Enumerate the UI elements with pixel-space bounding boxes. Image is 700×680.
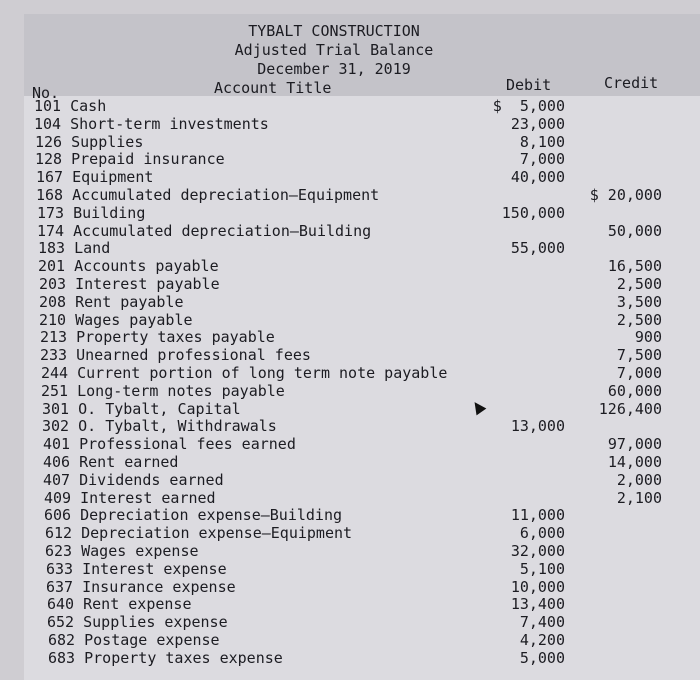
account-title: 167 Equipment xyxy=(36,168,154,187)
statement-title: Adjusted Trial Balance xyxy=(234,41,434,59)
credit-amount: 16,500 xyxy=(607,257,662,276)
table-row xyxy=(24,472,700,490)
account-title: 128 Prepaid insurance xyxy=(35,150,225,169)
table-row xyxy=(24,401,700,419)
account-title: 301 O. Tybalt, Capital xyxy=(42,399,241,418)
debit-amount: 55,000 xyxy=(510,239,565,258)
table-row xyxy=(24,276,700,294)
credit-amount: 2,000 xyxy=(616,470,662,489)
table-row xyxy=(24,454,700,472)
account-title: 244 Current portion of long term note payable xyxy=(41,363,448,382)
debit-amount: 5,000 xyxy=(519,648,565,667)
account-title: 233 Unearned professional fees xyxy=(40,346,311,365)
account-rows xyxy=(24,98,700,668)
debit-amount: 7,400 xyxy=(519,613,565,632)
table-row xyxy=(24,294,700,312)
table-row xyxy=(24,223,700,241)
table-row xyxy=(24,490,700,508)
table-row xyxy=(24,98,700,116)
account-title: 101 Cash xyxy=(34,97,107,115)
account-title: 168 Accumulated depreciation—Equipment xyxy=(36,185,380,204)
debit-amount: 40,000 xyxy=(510,168,565,187)
credit-amount: 3,500 xyxy=(616,292,662,311)
table-row xyxy=(24,383,700,401)
table-row xyxy=(24,543,700,561)
account-title: 683 Property taxes expense xyxy=(48,648,283,667)
table-row xyxy=(24,151,700,169)
table-row xyxy=(24,507,700,525)
table-row xyxy=(24,436,700,454)
table-row xyxy=(24,240,700,258)
credit-amount: 2,100 xyxy=(616,488,662,507)
table-row xyxy=(24,134,700,152)
table-row xyxy=(24,614,700,632)
account-title: 637 Insurance expense xyxy=(46,577,236,596)
trial-balance-sheet xyxy=(24,14,700,680)
table-row xyxy=(24,187,700,205)
account-title: 183 Land xyxy=(38,239,111,258)
table-row xyxy=(24,579,700,597)
table-row xyxy=(24,365,700,383)
account-title: 203 Interest payable xyxy=(39,274,220,293)
debit-amount: 32,000 xyxy=(510,541,565,560)
table-row xyxy=(24,329,700,347)
account-title: 251 Long-term notes payable xyxy=(41,381,285,400)
account-title: 173 Building xyxy=(37,203,146,222)
credit-amount: 900 xyxy=(634,328,662,347)
column-header-no: No. xyxy=(32,84,60,102)
table-row xyxy=(24,596,700,614)
debit-amount: 8,100 xyxy=(519,132,565,151)
credit-amount: 7,500 xyxy=(616,346,662,365)
table-row xyxy=(24,632,700,650)
credit-amount: $ 20,000 xyxy=(589,185,662,204)
table-row xyxy=(24,116,700,134)
credit-amount: 2,500 xyxy=(616,310,662,329)
table-row xyxy=(24,312,700,330)
account-title: 201 Accounts payable xyxy=(38,257,219,276)
account-title: 126 Supplies xyxy=(35,132,144,151)
debit-amount: 6,000 xyxy=(519,524,565,543)
account-title: 633 Interest expense xyxy=(46,559,227,578)
account-title: 640 Rent expense xyxy=(47,595,192,614)
table-row xyxy=(24,561,700,579)
account-title: 409 Interest earned xyxy=(44,488,216,507)
account-title: 407 Dividends earned xyxy=(43,470,224,489)
account-title: 606 Depreciation expense—Building xyxy=(44,506,343,525)
account-title: 213 Property taxes payable xyxy=(40,328,275,347)
account-title: 302 O. Tybalt, Withdrawals xyxy=(42,417,277,436)
debit-amount: 13,400 xyxy=(510,595,565,614)
credit-amount: 50,000 xyxy=(607,221,662,240)
credit-amount: 126,400 xyxy=(598,399,662,418)
debit-amount: 11,000 xyxy=(510,506,565,525)
table-row xyxy=(24,169,700,187)
account-title: 208 Rent payable xyxy=(39,292,184,311)
account-title: 174 Accumulated depreciation—Building xyxy=(37,221,372,240)
credit-amount: 14,000 xyxy=(607,452,662,471)
account-title: 682 Postage expense xyxy=(48,630,220,649)
debit-amount: 10,000 xyxy=(510,577,565,596)
column-header-credit: Credit xyxy=(604,74,659,92)
account-title: 401 Professional fees earned xyxy=(43,435,296,454)
credit-amount: 97,000 xyxy=(607,435,662,454)
statement-date: December 31, 2019 xyxy=(257,60,411,78)
credit-amount: 60,000 xyxy=(607,381,662,400)
table-row xyxy=(24,347,700,365)
column-header-debit: Debit xyxy=(506,76,552,94)
table-row xyxy=(24,418,700,436)
account-title: 612 Depreciation expense—Equipment xyxy=(45,524,353,543)
table-row xyxy=(24,205,700,223)
debit-amount: 4,200 xyxy=(519,630,565,649)
account-title: 210 Wages payable xyxy=(39,310,193,329)
company-name: TYBALT CONSTRUCTION xyxy=(248,22,420,40)
debit-amount: 150,000 xyxy=(501,203,565,222)
debit-amount: 13,000 xyxy=(510,417,565,436)
debit-amount: 5,100 xyxy=(519,559,565,578)
column-header-account: Account Title xyxy=(214,79,332,97)
debit-amount: 7,000 xyxy=(519,150,565,169)
debit-amount: 23,000 xyxy=(510,114,565,133)
table-row xyxy=(24,258,700,276)
table-row xyxy=(24,525,700,543)
account-title: 652 Supplies expense xyxy=(47,613,228,632)
account-title: 104 Short-term investments xyxy=(34,114,269,133)
debit-amount: $ 5,000 xyxy=(492,97,565,115)
credit-amount: 7,000 xyxy=(616,363,662,382)
table-row xyxy=(24,650,700,668)
credit-amount: 2,500 xyxy=(616,274,662,293)
account-title: 623 Wages expense xyxy=(45,541,199,560)
account-title: 406 Rent earned xyxy=(43,452,179,471)
